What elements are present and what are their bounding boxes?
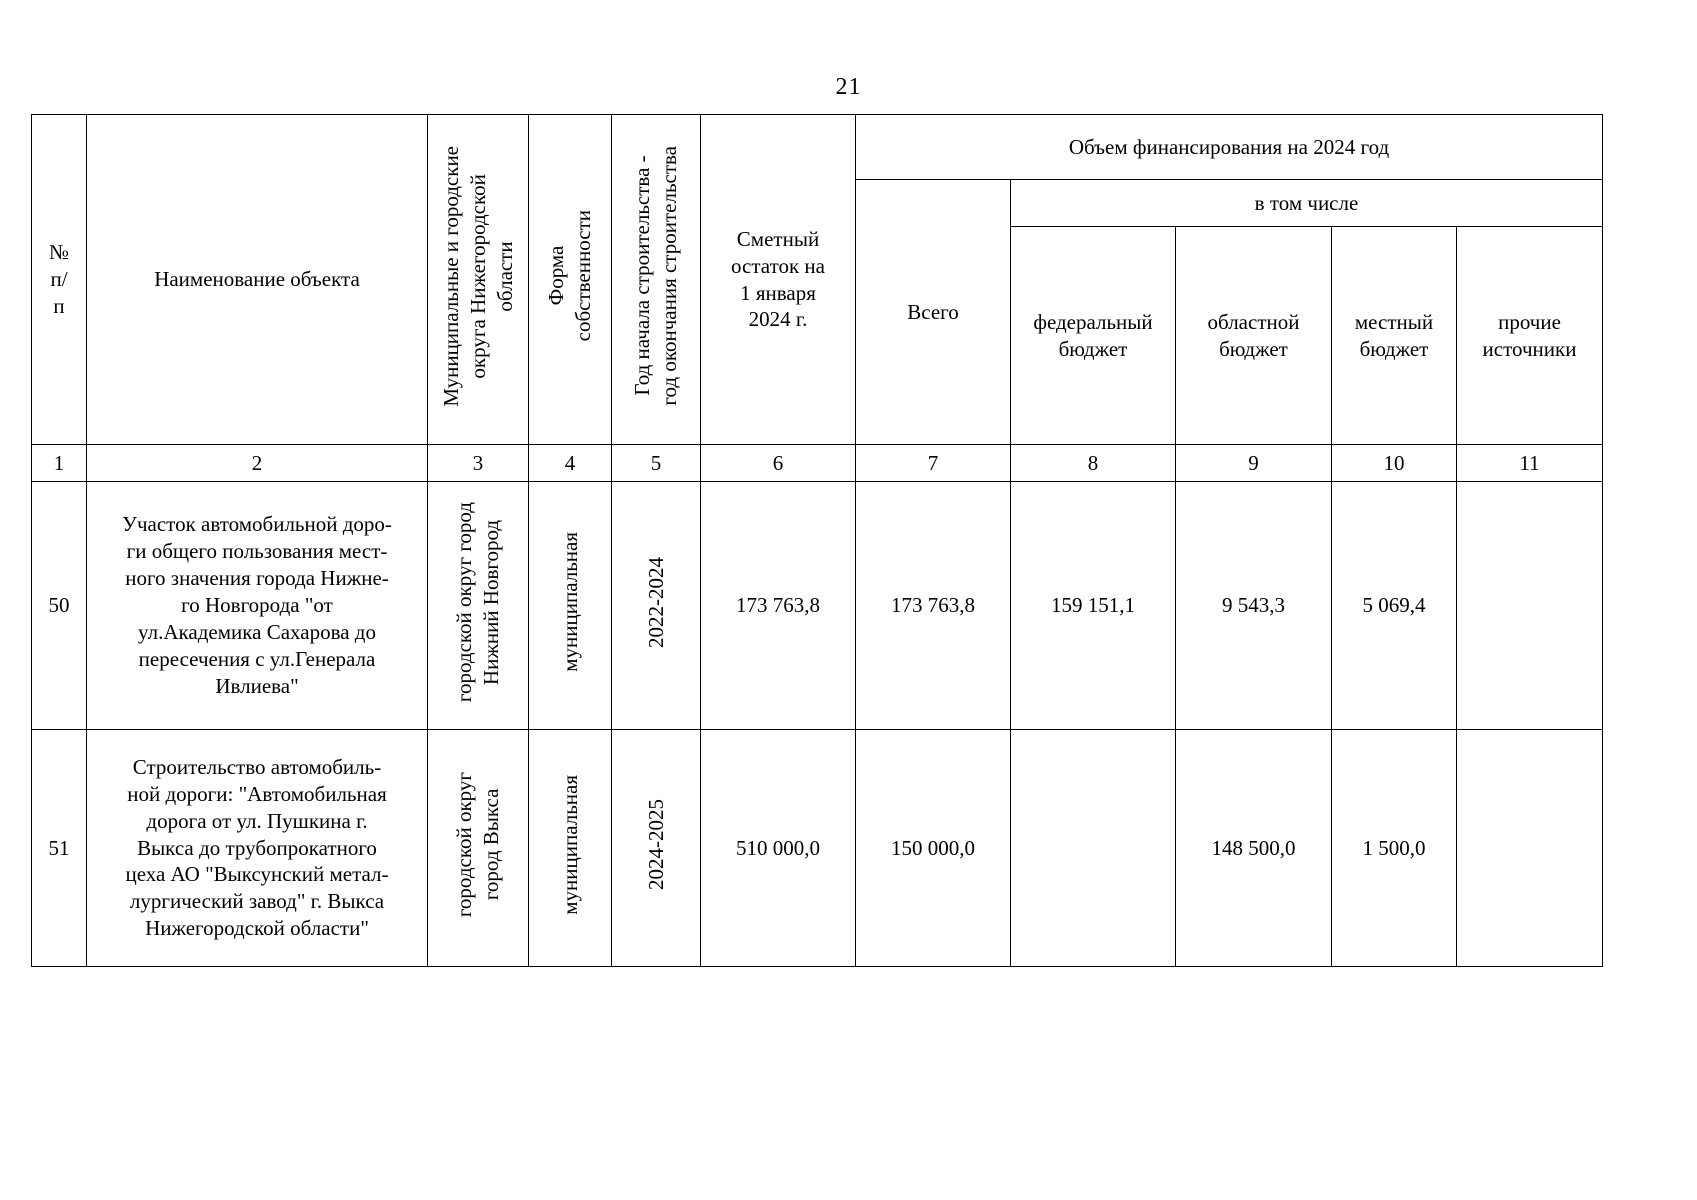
years-cell: 2024-2025 — [612, 730, 701, 967]
remainder-cell: 510 000,0 — [701, 730, 856, 967]
column-number: 5 — [612, 445, 701, 482]
column-number: 1 — [32, 445, 87, 482]
column-number: 7 — [856, 445, 1011, 482]
object-name: Участок автомобильной доро- ги общего пользования мест- ного значения города Нижне- го Новгорода "от ул.Академика Сахарова до пересечения с ул.Генерала Ивлиева" — [87, 482, 428, 730]
object-name: Строительство автомобиль- ной дороги: "Автомобильная дорога от ул. Пушкина г. Выкса до трубопрокатного цеха АО "Выксунский метал- лургический завод" г. Выкса Нижегородской области" — [87, 730, 428, 967]
column-number: 11 — [1457, 445, 1603, 482]
column-number: 4 — [529, 445, 612, 482]
row-num: 50 — [32, 482, 87, 730]
header-total: Всего — [856, 180, 1011, 445]
column-number: 6 — [701, 445, 856, 482]
header-local: местный бюджет — [1332, 227, 1457, 445]
remainder-cell: 173 763,8 — [701, 482, 856, 730]
ownership-cell: муниципальная — [529, 730, 612, 967]
header-name: Наименование объекта — [87, 115, 428, 445]
column-number: 3 — [428, 445, 529, 482]
header-years: Год начала строительства - год окончания строительства — [612, 115, 701, 445]
column-number: 9 — [1176, 445, 1332, 482]
years-cell: 2022-2024 — [612, 482, 701, 730]
local-cell: 1 500,0 — [1332, 730, 1457, 967]
header-other: прочие источники — [1457, 227, 1603, 445]
ownership-cell: муниципальная — [529, 482, 612, 730]
municipality-cell: городской округ город Нижний Новгород — [428, 482, 529, 730]
other-cell — [1457, 730, 1603, 967]
header-including: в том числе — [1011, 180, 1603, 227]
column-numbers-row — [32, 445, 1603, 482]
header-ownership: Форма собственности — [529, 115, 612, 445]
header-remainder: Сметный остаток на 1 января 2024 г. — [701, 115, 856, 445]
header-regional: областной бюджет — [1176, 227, 1332, 445]
federal-cell: 159 151,1 — [1011, 482, 1176, 730]
other-cell — [1457, 482, 1603, 730]
column-number: 8 — [1011, 445, 1176, 482]
regional-cell: 9 543,3 — [1176, 482, 1332, 730]
table-row — [32, 730, 1603, 967]
regional-cell: 148 500,0 — [1176, 730, 1332, 967]
header-funding-group: Объем финансирования на 2024 год — [856, 115, 1603, 180]
table-row — [32, 482, 1603, 730]
total-cell: 150 000,0 — [856, 730, 1011, 967]
column-number: 10 — [1332, 445, 1457, 482]
page-number: 21 — [835, 74, 862, 100]
header-num: № п/ п — [32, 115, 87, 445]
local-cell: 5 069,4 — [1332, 482, 1457, 730]
total-cell: 173 763,8 — [856, 482, 1011, 730]
row-num: 51 — [32, 730, 87, 967]
federal-cell — [1011, 730, 1176, 967]
header-federal: федеральный бюджет — [1011, 227, 1176, 445]
municipality-cell: городской округ город Выкса — [428, 730, 529, 967]
column-number: 2 — [87, 445, 428, 482]
financing-table — [31, 114, 1603, 967]
header-municipality: Муниципальные и городские округа Нижегородской области — [428, 115, 529, 445]
